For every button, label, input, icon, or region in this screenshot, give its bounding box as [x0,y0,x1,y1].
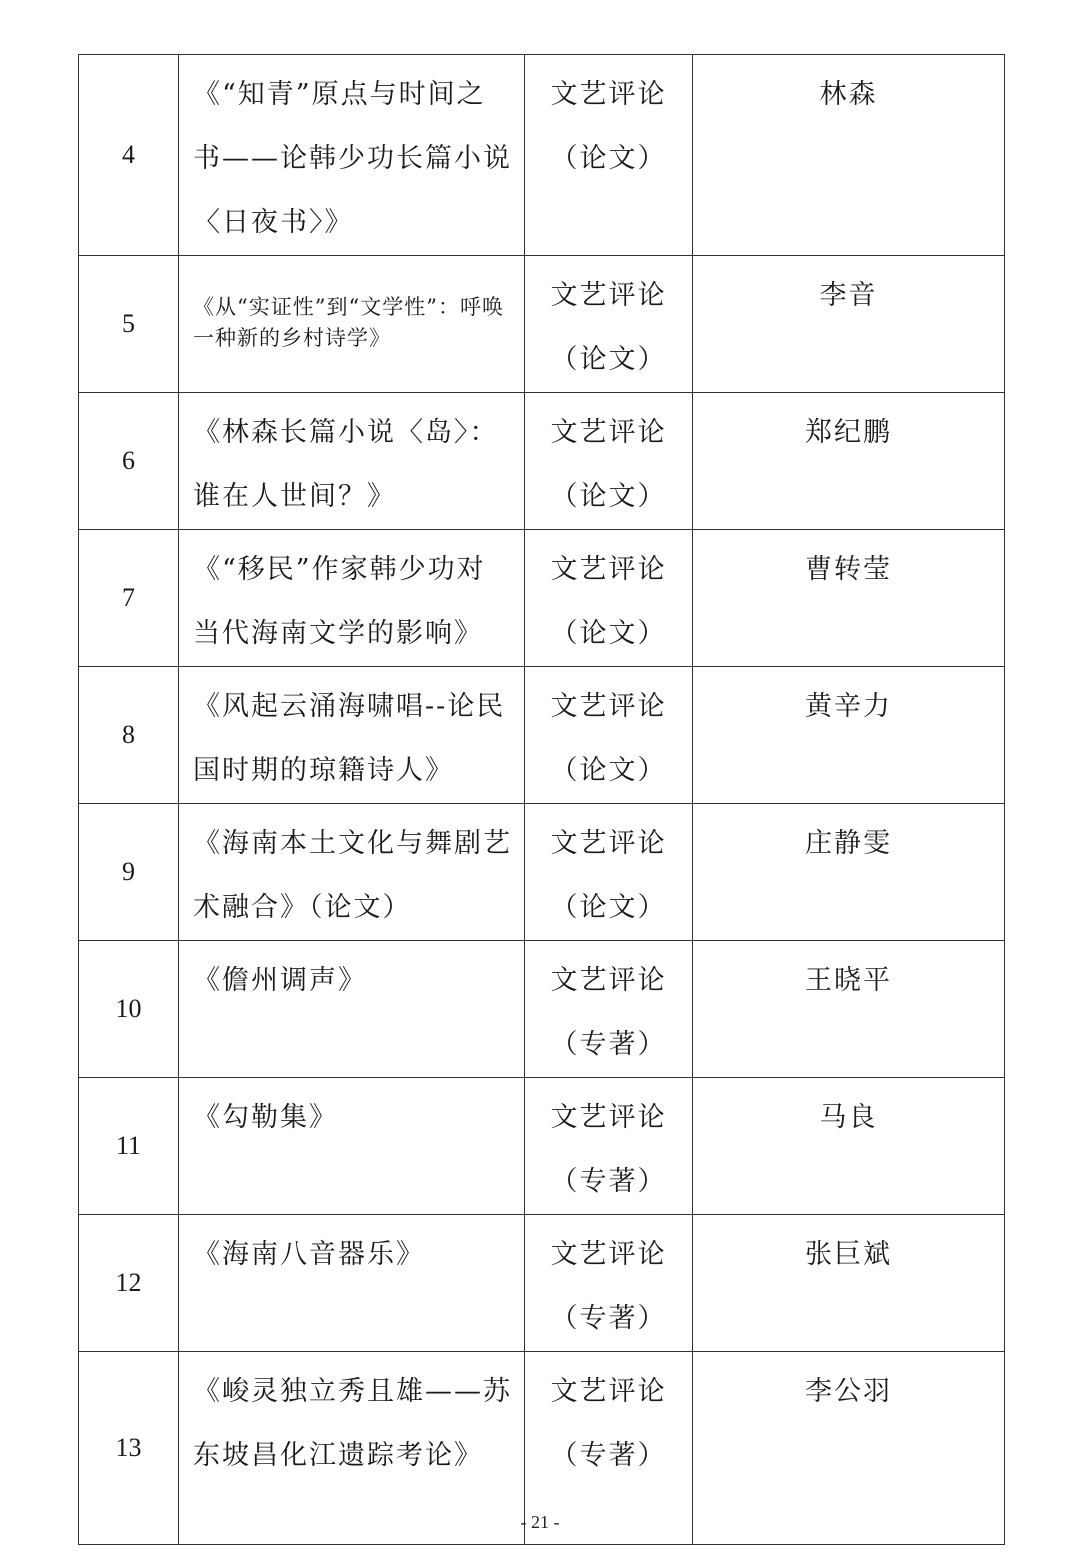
row-number: 10 [79,941,179,1078]
row-number: 9 [79,804,179,941]
category-cell [525,804,693,941]
author-name: 曹转莹 [693,530,1005,667]
category-label: 文艺评论 [550,1102,667,1133]
form-label: （论文） [550,755,667,786]
author-name: 李音 [693,256,1005,393]
category-label: 文艺评论 [550,280,667,311]
work-title: 《从“实证性”到“文学性”：呼唤一种新的乡村诗学》 [179,256,525,393]
awards-table-body [79,55,1005,1545]
table-row [79,804,1005,941]
category-cell [525,1078,693,1215]
row-number: 4 [79,55,179,256]
category-label: 文艺评论 [550,554,667,585]
work-title: 《“知青”原点与时间之书——论韩少功长篇小说〈日夜书〉》 [179,55,525,256]
work-title: 《儋州调声》 [179,941,525,1078]
table-row [79,1078,1005,1215]
form-label: （论文） [550,481,667,512]
table-row [79,55,1005,256]
form-label: （专著） [550,1029,667,1060]
page-number: - 21 - [520,1512,560,1532]
author-name: 王晓平 [693,941,1005,1078]
row-number: 8 [79,667,179,804]
table-row [79,530,1005,667]
category-cell [525,941,693,1078]
category-label: 文艺评论 [550,965,667,996]
work-title: 《海南本土文化与舞剧艺术融合》（论文） [179,804,525,941]
author-name: 马良 [693,1078,1005,1215]
category-label: 文艺评论 [550,691,667,722]
category-cell [525,256,693,393]
category-cell [525,393,693,530]
author-name: 张巨斌 [693,1215,1005,1352]
category-cell [525,55,693,256]
form-label: （论文） [550,892,667,923]
form-label: （论文） [550,618,667,649]
category-cell [525,1215,693,1352]
category-label: 文艺评论 [550,1239,667,1270]
work-title: 《“移民”作家韩少功对当代海南文学的影响》 [179,530,525,667]
awards-table [78,54,1005,1545]
table-row [79,1215,1005,1352]
form-label: （专著） [550,1166,667,1197]
table-row [79,667,1005,804]
form-label: （论文） [550,143,667,174]
row-number: 11 [79,1078,179,1215]
category-label: 文艺评论 [550,417,667,448]
work-title: 《峻灵独立秀且雄——苏东坡昌化江遗踪考论》 [179,1352,525,1545]
author-name: 郑纪鹏 [693,393,1005,530]
category-cell [525,667,693,804]
work-title: 《风起云涌海啸唱--论民国时期的琼籍诗人》 [179,667,525,804]
category-cell [525,530,693,667]
row-number: 6 [79,393,179,530]
author-name: 李公羽 [693,1352,1005,1545]
form-label: （专著） [550,1303,667,1334]
category-label: 文艺评论 [550,79,667,110]
table-row [79,256,1005,393]
category-label: 文艺评论 [550,1376,667,1407]
form-label: （专著） [550,1440,667,1471]
work-title: 《勾勒集》 [179,1078,525,1215]
author-name: 庄静雯 [693,804,1005,941]
form-label: （论文） [550,344,667,375]
work-title: 《林森长篇小说〈岛〉：谁在人世间？》 [179,393,525,530]
row-number: 5 [79,256,179,393]
table-row [79,941,1005,1078]
table-row [79,393,1005,530]
author-name: 林森 [693,55,1005,256]
work-title: 《海南八音器乐》 [179,1215,525,1352]
row-number: 7 [79,530,179,667]
row-number: 13 [79,1352,179,1545]
row-number: 12 [79,1215,179,1352]
category-label: 文艺评论 [550,828,667,859]
author-name: 黄辛力 [693,667,1005,804]
